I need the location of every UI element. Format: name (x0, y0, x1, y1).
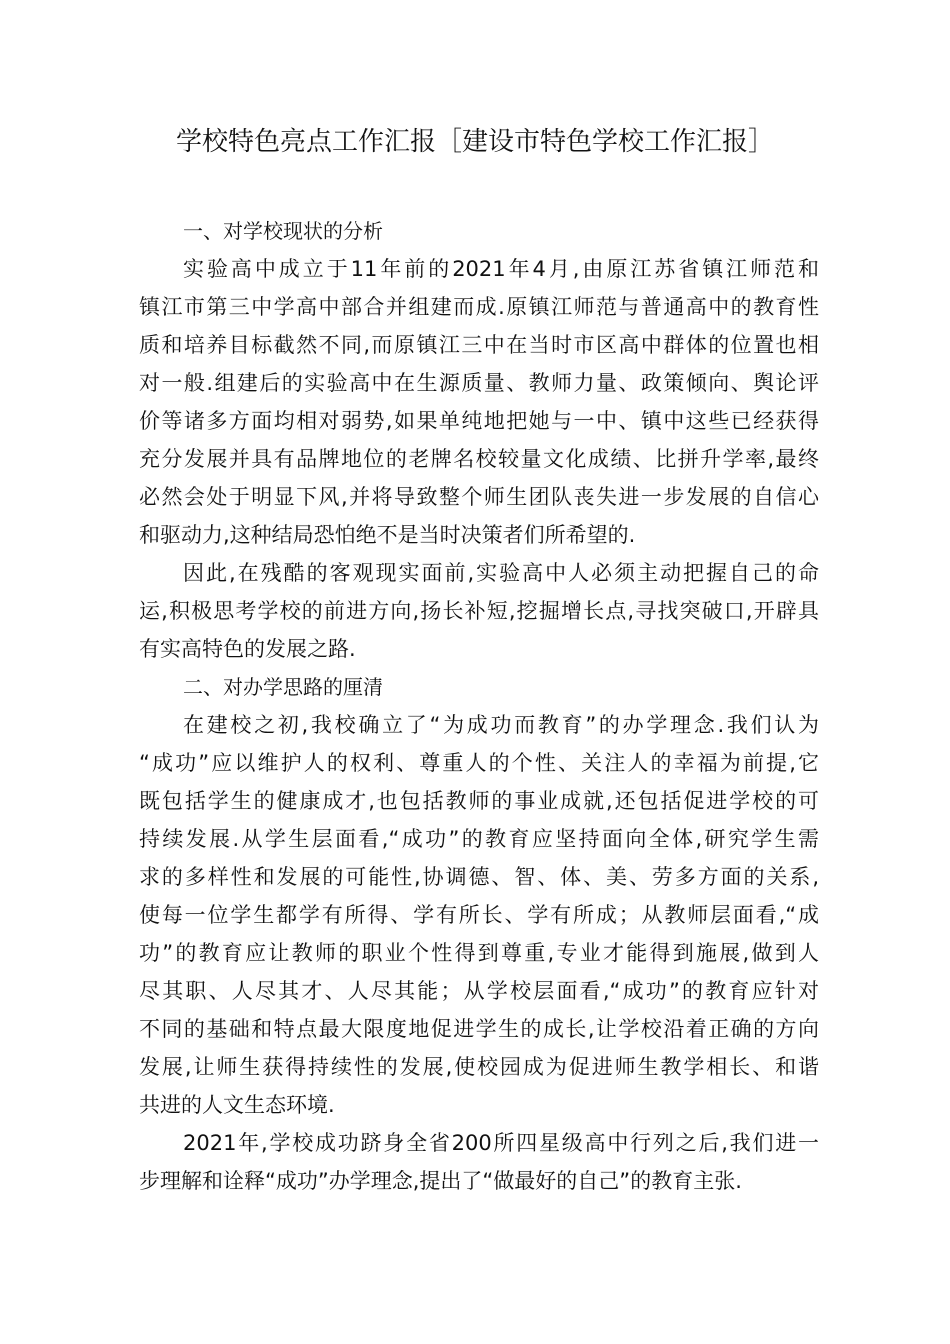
paragraph (139, 554, 819, 668)
paragraph-line: 尽其职、人尽其才、人尽其能；从学校层面看,“成功”的教育应针对 (139, 979, 819, 1003)
paragraph-line: 对一般.组建后的实验高中在生源质量、教师力量、政策倾向、舆论评 (139, 371, 819, 395)
paragraph-line: 必然会处于明显下风,并将导致整个师生团队丧失进一步发展的自信心 (139, 485, 819, 509)
paragraph-line: 使每一位学生都学有所得、学有所长、学有所成；从教师层面看,“成 (139, 903, 819, 927)
paragraph-line: 2021年,学校成功跻身全省200所四星级高中行列之后,我们进一 (183, 1131, 819, 1155)
paragraph-line: 既包括学生的健康成才,也包括教师的事业成就,还包括促进学校的可 (139, 789, 819, 813)
paragraph-line: 不同的基础和特点最大限度地促进学生的成长,让学校沿着正确的方向 (139, 1017, 819, 1041)
paragraph-line: 运,积极思考学校的前进方向,扬长补短,挖掘增长点,寻找突破口,开辟具 (139, 599, 819, 623)
paragraph-line: 发展,让师生获得持续性的发展,使校园成为促进师生教学相长、和谐 (139, 1055, 819, 1079)
paragraph-line: 在建校之初,我校确立了“为成功而教育”的办学理念.我们认为 (183, 713, 819, 737)
paragraph-line: 有实高特色的发展之路. (139, 637, 356, 661)
paragraph (139, 706, 819, 1124)
paragraph-line: 步理解和诠释“成功”办学理念,提出了“做最好的自己”的教育主张. (139, 1169, 742, 1193)
paragraph (139, 1124, 819, 1200)
paragraph-line: 共进的人文生态环境. (139, 1093, 335, 1117)
paragraph (139, 250, 819, 554)
document-title: 学校特色亮点工作汇报［建设市特色学校工作汇报］ (175, 127, 774, 157)
paragraph-line: 功”的教育应让教师的职业个性得到尊重,专业才能得到施展,做到人 (139, 941, 819, 965)
section-heading: 二、对办学思路的厘清 (183, 675, 383, 699)
section-heading: 一、对学校现状的分析 (183, 219, 383, 243)
paragraph-line: 价等诸多方面均相对弱势,如果单纯地把她与一中、镇中这些已经获得 (139, 409, 819, 433)
document-body (139, 212, 819, 1200)
paragraph-line: 充分发展并具有品牌地位的老牌名校较量文化成绩、比拼升学率,最终 (139, 447, 819, 471)
paragraph-line: 镇江市第三中学高中部合并组建而成.原镇江师范与普通高中的教育性 (139, 295, 819, 319)
paragraph-line: “成功”应以维护人的权利、尊重人的个性、关注人的幸福为前提,它 (139, 751, 819, 775)
paragraph-line: 持续发展.从学生层面看,“成功”的教育应坚持面向全体,研究学生需 (139, 827, 819, 851)
paragraph-line: 质和培养目标截然不同,而原镇江三中在当时市区高中群体的位置也相 (139, 333, 819, 357)
paragraph-line: 因此,在残酷的客观现实面前,实验高中人必须主动把握自己的命 (183, 561, 819, 585)
paragraph-line: 和驱动力,这种结局恐怕绝不是当时决策者们所希望的. (139, 523, 636, 547)
paragraph-line: 求的多样性和发展的可能性,协调德、智、体、美、劳多方面的关系, (139, 865, 819, 889)
paragraph-line: 实验高中成立于11年前的2021年4月,由原江苏省镇江师范和 (183, 257, 819, 281)
